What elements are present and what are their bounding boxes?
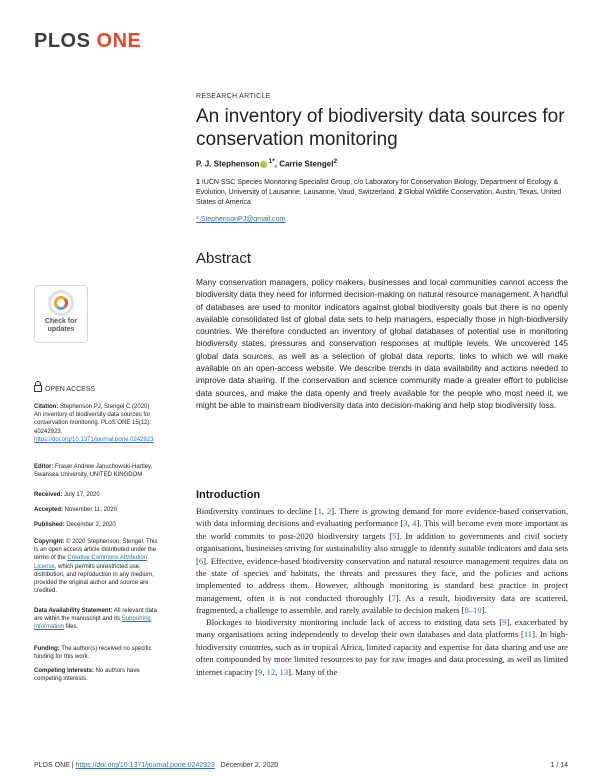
reference-link[interactable]: 4 [412,518,417,529]
affiliation-1: IUCN SSC Species Monitoring Specialist Group, c/o Laboratory for Conservation Biology, Department of Ecology & Evolution, University of Lausanne, Lausanne, Vaud, Switzerland, [196,179,559,196]
author-stengel[interactable]: Carrie Stengel [279,159,334,169]
copyright-text: , which permits unrestricted use, distribution, and reproduction in any medium, provided the original author and source are credited. [34,563,154,595]
copyright-text: © 2020 Stephenson, Stengel. This is an open access article distributed under the terms of the [34,539,158,562]
check-updates-badge[interactable] [34,285,88,343]
body-text: ]. Effective, evidence-based biodiversity conservation and natural resource management requires data on the state of species and habitats, the threats and pressures they face, and the policies and actions implemented to address them. However, although monitoring is standard best practice in project management, often it is not conducted thoroughly [ [196,555,568,603]
body-text: Biodiversity continues to decline [ [196,506,318,516]
citation [34,403,158,444]
reference-link[interactable]: 6 [198,555,204,566]
reference-link[interactable]: 1 [317,506,322,516]
accepted-text: November 11, 2020 [63,507,117,513]
reference-link[interactable]: 12 [266,666,276,677]
affiliations [196,178,568,208]
check-updates-icon [48,290,74,316]
body-text: ]. As a result, biodiversity data are scattered, fragmented, a challenge to assemble, and rarely available to decision makers [ [196,592,568,616]
competing-interests [34,667,158,683]
reference-link[interactable]: 11 [523,629,533,640]
intro-paragraph-2 [196,616,568,678]
orcid-icon[interactable] [260,161,267,168]
body-text: , [407,518,413,529]
supporting-info-link[interactable]: Supporting Information [34,616,151,631]
citation-text: Stephenson PJ, Stengel C (2020) An inventory of biodiversity data sources for conservation monitoring. PLoS ONE 15(12): e0242923. [34,404,152,435]
page-number: 1 / 14 [550,762,568,769]
footer-date: December 2, 2020 [214,762,279,769]
data-availability [34,607,158,632]
logo-one: ONE [96,30,142,52]
footer-journal: PLOS ONE | [34,762,76,769]
body-text: ], exacerbated by many organisations acting independently to develop their own databases and data platforms [ [196,617,569,640]
reference-link[interactable]: 7 [391,592,396,603]
affiliation-2: Global Wildlife Conservation, Austin, Texas, United States of America [196,189,562,206]
body-text: , [275,666,280,677]
copyright-label: Copyright: [34,539,65,545]
cc-license-link[interactable]: Creative Commons Attribution License [34,555,148,570]
body-text: , [321,506,327,516]
intro-paragraph-1 [196,505,568,617]
reference-link[interactable]: 9 [502,617,507,627]
affil-number: 1 [196,179,200,186]
published-date [34,521,158,529]
citation-doi-link[interactable]: https://doi.org/10.1371/journal.pone.0242923 [34,436,154,443]
corresponding-email[interactable]: * StephensonPJ@gmail.com [196,216,286,223]
abstract-text: Many conservation managers, policy makers, businesses and local communities cannot access the biodiversity data they need for informed decision-making on natural resource management. A handful of databases are used to monitor indicators against global biodiversity goals but there is no openly available consolidated list of global data sets to help managers, especially those in high-biodiversity countries. We therefore conducted an inventory of global databases of potential use in monitoring biodiversity states, pressures and conservation responses at multiple levels. We uncovered 145 global data sources, as well as a selection of global data reports, links to which we will make available on an open-access website. We describe trends in data availability and actions needed to improve data sharing. If the conservation and science community made a greater effort to publicise data sources, and make the data openly and freely available for the people who most need it, we might be able to mainstream biodiversity data into decision-making and help stop biodiversity loss. [196,277,568,410]
open-access [34,385,158,394]
body-text: ]. In high-biodiversity countries, such as in tropical Africa, limited capacity and expertise for data sharing and use are often compounded by more limited resources to pay for raw images and data processing, as well as limited internet capacity [ [196,629,569,677]
editor-label: Editor: [34,464,54,470]
body-text: , [262,666,267,677]
received-date [34,491,158,499]
page-footer [34,762,568,769]
editor-text: Fraser Andrew Januchowski-Hartley, Swansea University, UNITED KINGDOM [34,464,153,479]
funding [34,645,158,661]
affil-number: 2 [398,189,403,196]
accepted-label: Accepted: [34,507,64,513]
reference-link[interactable]: 3 [403,518,408,529]
reference-link[interactable]: 13 [279,666,289,677]
received-label: Received: [34,492,63,498]
logo-plos: PLOS [34,30,91,52]
introduction-heading: Introduction [196,489,261,501]
article-type: RESEARCH ARTICLE [196,93,271,100]
competing-label: Competing interests: [34,668,95,674]
badge-line: Check for [44,318,78,325]
copyright [34,538,158,595]
published-label: Published: [34,522,65,528]
reference-link[interactable]: 9 [258,666,263,677]
body-text: ]. Many of the [288,666,338,677]
citation-label: Citation: [34,404,59,410]
body-text: ]. [481,605,487,616]
funding-label: Funding: [34,646,60,652]
body-text: ]. In addition to governments and civil society organisations, businesses striving for sustainability also struggle to identify suitable indicators and data sets [ [196,530,568,566]
body-text: ]. This will become even more important as the world commits to post-2020 biodiversity targets [ [196,518,568,541]
author-marks: 1* [268,158,275,165]
competing-text: No authors have competing interests. [34,668,140,683]
author-separator: , [274,159,280,169]
data-availability-text: files. [64,624,79,631]
author-marks: 2 [333,158,338,165]
abstract-heading: Abstract [196,250,252,267]
reference-link[interactable]: 2 [326,506,332,516]
funding-text: The author(s) received no specific funding for this work. [34,646,152,661]
data-availability-text: All relevant data are within the manuscript and its [34,608,157,623]
article-title: An inventory of biodiversity data sources for conservation monitoring [196,106,565,150]
reference-link[interactable]: 8–10 [464,605,482,616]
open-access-label: OPEN ACCESS [45,386,96,393]
editor [34,463,158,479]
data-availability-label: Data Availability Statement: [34,608,113,614]
author-list [196,158,568,169]
body-text: Blockages to biodiversity monitoring include lack of access to existing data sets [ [206,617,503,627]
accepted-date [34,506,158,514]
journal-logo [34,30,141,53]
received-text: July 17, 2020 [62,492,100,498]
body-text: ]. There is growing demand for more evidence-based conservation, with data informing decisions and evaluating performance [ [196,506,568,529]
open-lock-icon [34,385,42,392]
footer-doi-link[interactable]: https://doi.org/10.1371/journal.pone.0242923 [75,762,215,769]
author-stephenson[interactable]: P. J. Stephenson [196,159,260,169]
badge-line: updates [47,326,75,333]
reference-link[interactable]: 5 [392,530,397,541]
published-text: December 2, 2020 [64,522,116,528]
